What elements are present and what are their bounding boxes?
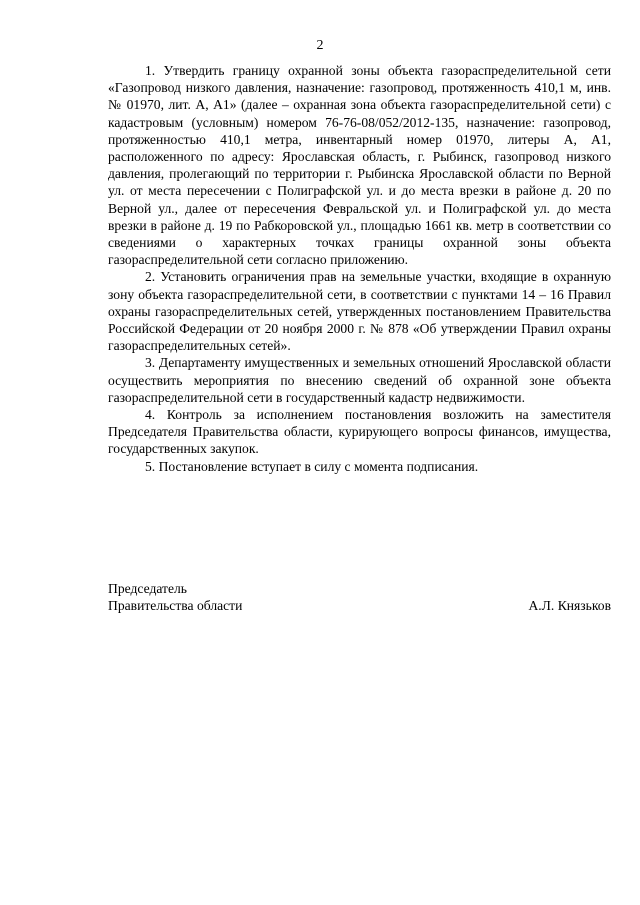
paragraph-1: 1. Утвердить границу охранной зоны объекта газораспределительной сети «Газопровод низкого давления, назначение: газопровод, протяженность 410,1 м, инв. № 01970, лит. А, А1» (далее – охранная зона объекта газораспределительной сети) с кадастровым (условным) номером 76-76-08/052/2012-135, назначение: газопровод, протяженностью 410,1 метра, инвентарный номер 01970, литеры А, А1, расположенного по адресу: Ярославская область, г. Рыбинск, газопровод низкого давления, пролегающий по территории г. Рыбинска Ярославской области по Верной ул. от места пересечении с Полиграфской ул. и до места врезки в районе д. 20 по Верной ул., далее от пересечения Февральской ул. и Полиграфской ул. до места врезки в районе д. 19 по Рабкоровской ул., площадью 1661 кв. метр в соответствии со сведениями о характерных точках границы охранной зоны объекта газораспределительной сети согласно приложению. [108,63,611,268]
signatory-name: А.Л. Князьков [528,598,611,614]
paragraph-2: 2. Установить ограничения прав на земельные участки, входящие в охранную зону объекта газораспределительной сети, в соответствии с пунктами 14 – 16 Правил охраны газораспределительных сетей, утвержденных постановлением Правительства Российской Федерации от 20 ноября 2000 г. № 878 «Об утверждении Правил охраны газораспределительных сетей». [108,269,611,354]
page-number: 2 [316,38,324,53]
paragraph-3: 3. Департаменту имущественных и земельных отношений Ярославской области осуществить мероприятия по внесению сведений об охранной зоне объекта газораспределительной сети в государственный кадастр недвижимости. [108,355,611,405]
signature-block [108,580,611,614]
signatory-position-line1: Председатель [108,581,187,596]
paragraph-5: 5. Постановление вступает в силу с момента подписания. [145,458,479,474]
paragraph-4: 4. Контроль за исполнением постановления возложить на заместителя Председателя Правительства области, курирующего вопросы финансов, имущества, государственных закупок. [108,407,611,457]
signatory-position-line2: Правительства области [108,598,243,614]
signature-line [108,597,611,614]
document-body [108,62,611,475]
